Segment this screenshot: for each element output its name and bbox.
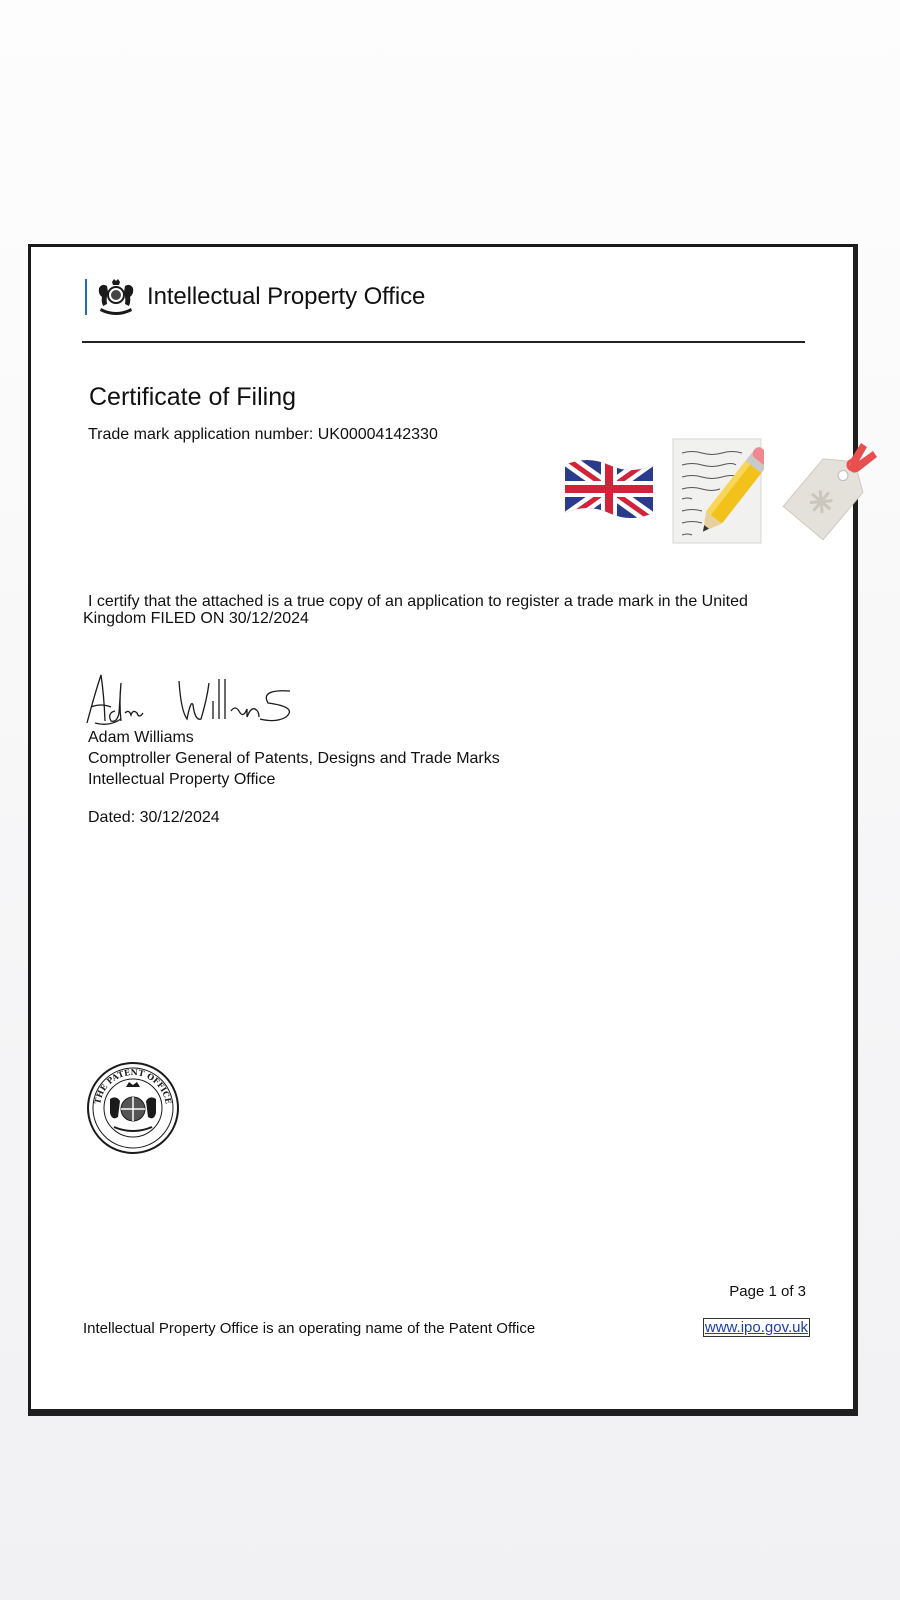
signature-image: [85, 671, 315, 731]
application-number: Trade mark application number: UK00004142330: [88, 426, 438, 443]
certification-line-1: I certify that the attached is a true copy of an application to register a trade mark in the United: [88, 593, 748, 610]
svg-text:THE PATENT OFFICE: THE PATENT OFFICE: [92, 1066, 174, 1105]
signatory-title: Comptroller General of Patents, Designs and Trade Marks: [88, 750, 500, 767]
memo-pencil-icon: [670, 437, 764, 545]
certificate-page: [28, 244, 858, 1416]
logo-accent-bar: [85, 279, 87, 315]
royal-coat-of-arms-icon: [95, 278, 137, 316]
patent-office-seal-icon: [86, 1061, 180, 1155]
label-tag-icon: [769, 439, 881, 547]
ipo-website-link[interactable]: www.ipo.gov.uk: [704, 1319, 808, 1336]
certification-line-2: Kingdom FILED ON 30/12/2024: [83, 610, 309, 627]
signatory-office: Intellectual Property Office: [88, 771, 276, 788]
certificate-title: Certificate of Filing: [89, 383, 297, 411]
dated-line: Dated: 30/12/2024: [88, 809, 220, 826]
signatory-block: [88, 727, 500, 790]
page-number: Page 1 of 3: [729, 1283, 806, 1300]
signatory-name: Adam Williams: [88, 729, 194, 746]
uk-flag-icon: [561, 447, 657, 523]
organisation-title: Intellectual Property Office: [147, 283, 426, 310]
footer-note: Intellectual Property Office is an operating name of the Patent Office: [83, 1320, 536, 1337]
certification-statement: [83, 593, 823, 627]
header-divider: [82, 341, 805, 343]
